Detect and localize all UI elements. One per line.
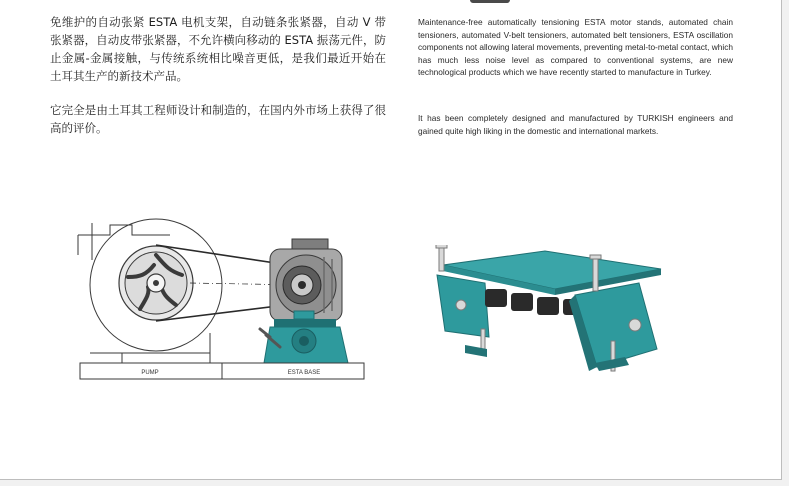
pump-label: PUMP (141, 370, 159, 376)
rubber-elements (485, 289, 583, 315)
ground-slab (80, 363, 364, 379)
english-paragraph-1: Maintenance-free automatically tensioning ESTA motor stands, automated chain tensioners, automated V-belt tensioners, automated belt tensioners, ESTA oscillation components not allowing lateral movements, preventing metal-to-metal contact, which has much less noise level as compared to conventional systems, are new technological products which we have recently started to manufacture in Turkey. (418, 17, 733, 78)
english-paragraph-2: It has been completely designed and manufactured by TURKISH engineers and gained quite high liking in the domestic and international markets. (418, 113, 733, 136)
esta-motor-stand-image (425, 245, 675, 383)
esta-base-label: ESTA BASE (287, 370, 321, 376)
chinese-paragraph-2: 它完全是由土耳其工程师设计和制造的，在国内外市场上获得了很高的评价。 (50, 103, 386, 135)
pump-pulley (119, 246, 193, 320)
page-top-marker (470, 0, 510, 3)
pump-motor-diagram (70, 215, 380, 383)
electric-motor (270, 239, 342, 321)
chinese-paragraph-1: 免维护的自动张紧 ESTA 电机支架，自动链条张紧器，自动 V 带张紧器，自动皮带张紧器，不允许横向移动的 ESTA 振荡元件，防止金属-金属接触，与传统系统相比噪音更低，是我们最近开始在土耳其生产的新技术产品。 (50, 15, 386, 83)
